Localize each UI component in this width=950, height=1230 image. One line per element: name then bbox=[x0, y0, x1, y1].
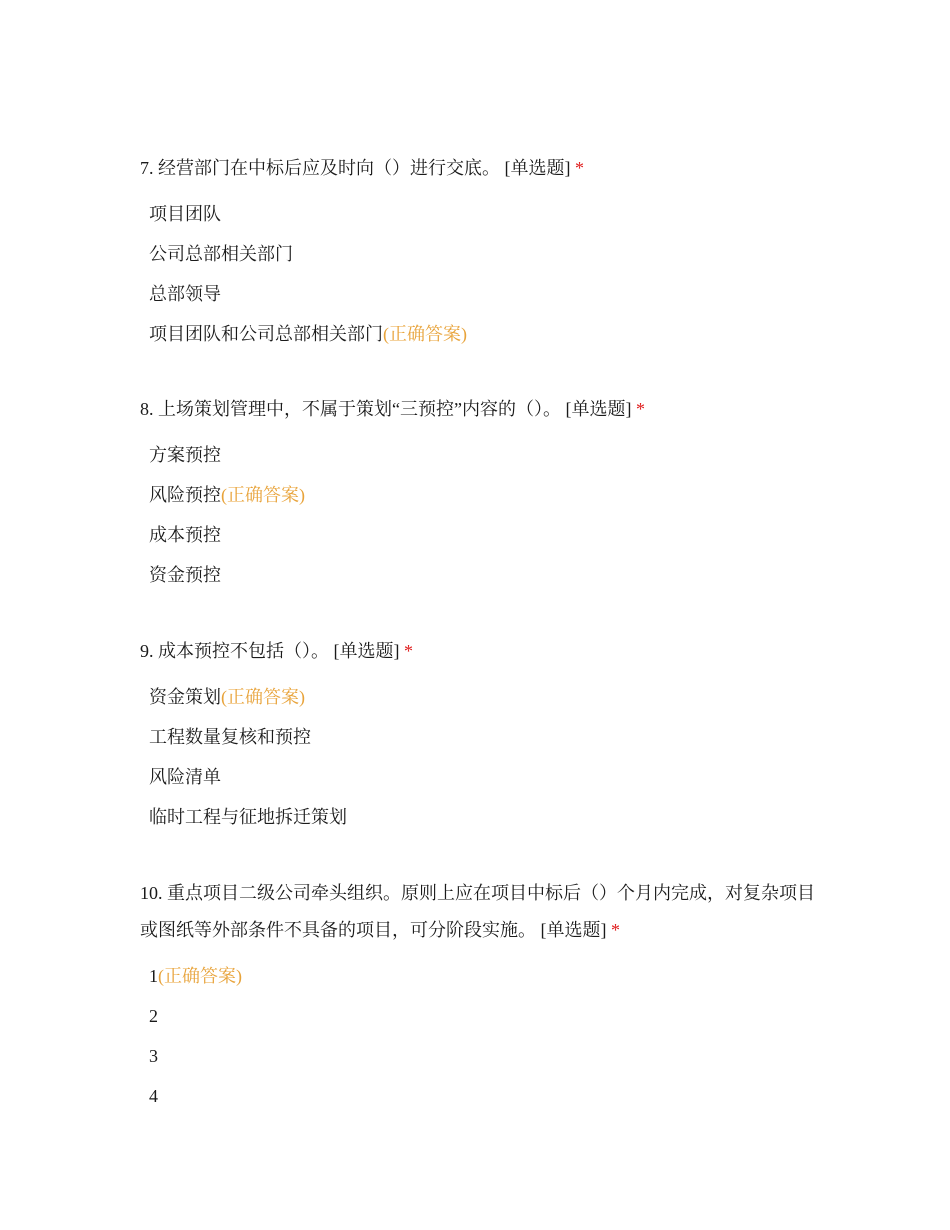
required-mark: * bbox=[404, 641, 413, 661]
question-10 bbox=[140, 875, 820, 1116]
question-type-tag: [单选题] bbox=[333, 641, 400, 661]
option-label: 方案预控 bbox=[149, 445, 221, 465]
option-item bbox=[140, 274, 820, 314]
option-label: 风险预控 bbox=[149, 485, 221, 505]
option-item bbox=[140, 194, 820, 234]
option-item bbox=[140, 677, 820, 717]
option-item bbox=[140, 234, 820, 274]
option-list bbox=[140, 194, 820, 354]
option-item bbox=[140, 435, 820, 475]
option-label: 风险清单 bbox=[149, 767, 221, 787]
question-number: 10. bbox=[140, 883, 163, 903]
question-title bbox=[140, 150, 820, 187]
option-list bbox=[140, 677, 820, 837]
question-number: 9. bbox=[140, 641, 154, 661]
option-label: 2 bbox=[149, 1006, 158, 1026]
question-type-tag: [单选题] bbox=[565, 399, 632, 419]
question-text: 上场策划管理中，不属于策划“三预控”内容的（）。 bbox=[158, 399, 561, 419]
option-item bbox=[140, 555, 820, 595]
question-number: 8. bbox=[140, 399, 154, 419]
correct-answer-tag: (正确答案) bbox=[383, 324, 467, 344]
option-item bbox=[140, 996, 820, 1036]
option-item bbox=[140, 797, 820, 837]
question-8 bbox=[140, 391, 820, 595]
option-label: 资金策划 bbox=[149, 687, 221, 707]
question-type-tag: [单选题] bbox=[540, 920, 607, 940]
option-label: 临时工程与征地拆迁策划 bbox=[149, 807, 347, 827]
question-title bbox=[140, 633, 820, 670]
option-item bbox=[140, 717, 820, 757]
option-label: 公司总部相关部门 bbox=[149, 244, 293, 264]
option-label: 项目团队和公司总部相关部门 bbox=[149, 324, 383, 344]
required-mark: * bbox=[575, 158, 584, 178]
option-label: 资金预控 bbox=[149, 565, 221, 585]
option-item bbox=[140, 956, 820, 996]
option-item bbox=[140, 314, 820, 354]
correct-answer-tag: (正确答案) bbox=[158, 966, 242, 986]
option-label: 1 bbox=[149, 966, 158, 986]
question-7 bbox=[140, 150, 820, 354]
required-mark: * bbox=[635, 399, 645, 419]
option-list bbox=[140, 435, 820, 595]
option-label: 3 bbox=[149, 1046, 158, 1066]
option-label: 项目团队 bbox=[149, 204, 221, 224]
option-item bbox=[140, 1076, 820, 1116]
option-list bbox=[140, 956, 820, 1116]
option-item bbox=[140, 757, 820, 797]
option-item bbox=[140, 475, 820, 515]
question-text: 成本预控不包括（）。 bbox=[158, 641, 329, 661]
option-label: 总部领导 bbox=[149, 284, 221, 304]
question-title bbox=[140, 391, 820, 428]
option-item bbox=[140, 515, 820, 555]
correct-answer-tag: (正确答案) bbox=[221, 687, 305, 707]
question-9 bbox=[140, 633, 820, 837]
required-mark: * bbox=[611, 920, 620, 940]
question-title bbox=[140, 875, 820, 949]
option-label: 工程数量复核和预控 bbox=[149, 727, 311, 747]
option-label: 成本预控 bbox=[149, 525, 221, 545]
correct-answer-tag: (正确答案) bbox=[221, 485, 305, 505]
option-item bbox=[140, 1036, 820, 1076]
question-number: 7. bbox=[140, 158, 154, 178]
question-type-tag: [单选题] bbox=[504, 158, 571, 178]
question-text: 经营部门在中标后应及时向（）进行交底。 bbox=[158, 158, 500, 178]
question-text: 重点项目二级公司牵头组织。原则上应在项目中标后（）个月内完成，对复杂项目或图纸等外部条件不具备的项目，可分阶段实施。 bbox=[140, 883, 815, 940]
option-label: 4 bbox=[149, 1086, 158, 1106]
